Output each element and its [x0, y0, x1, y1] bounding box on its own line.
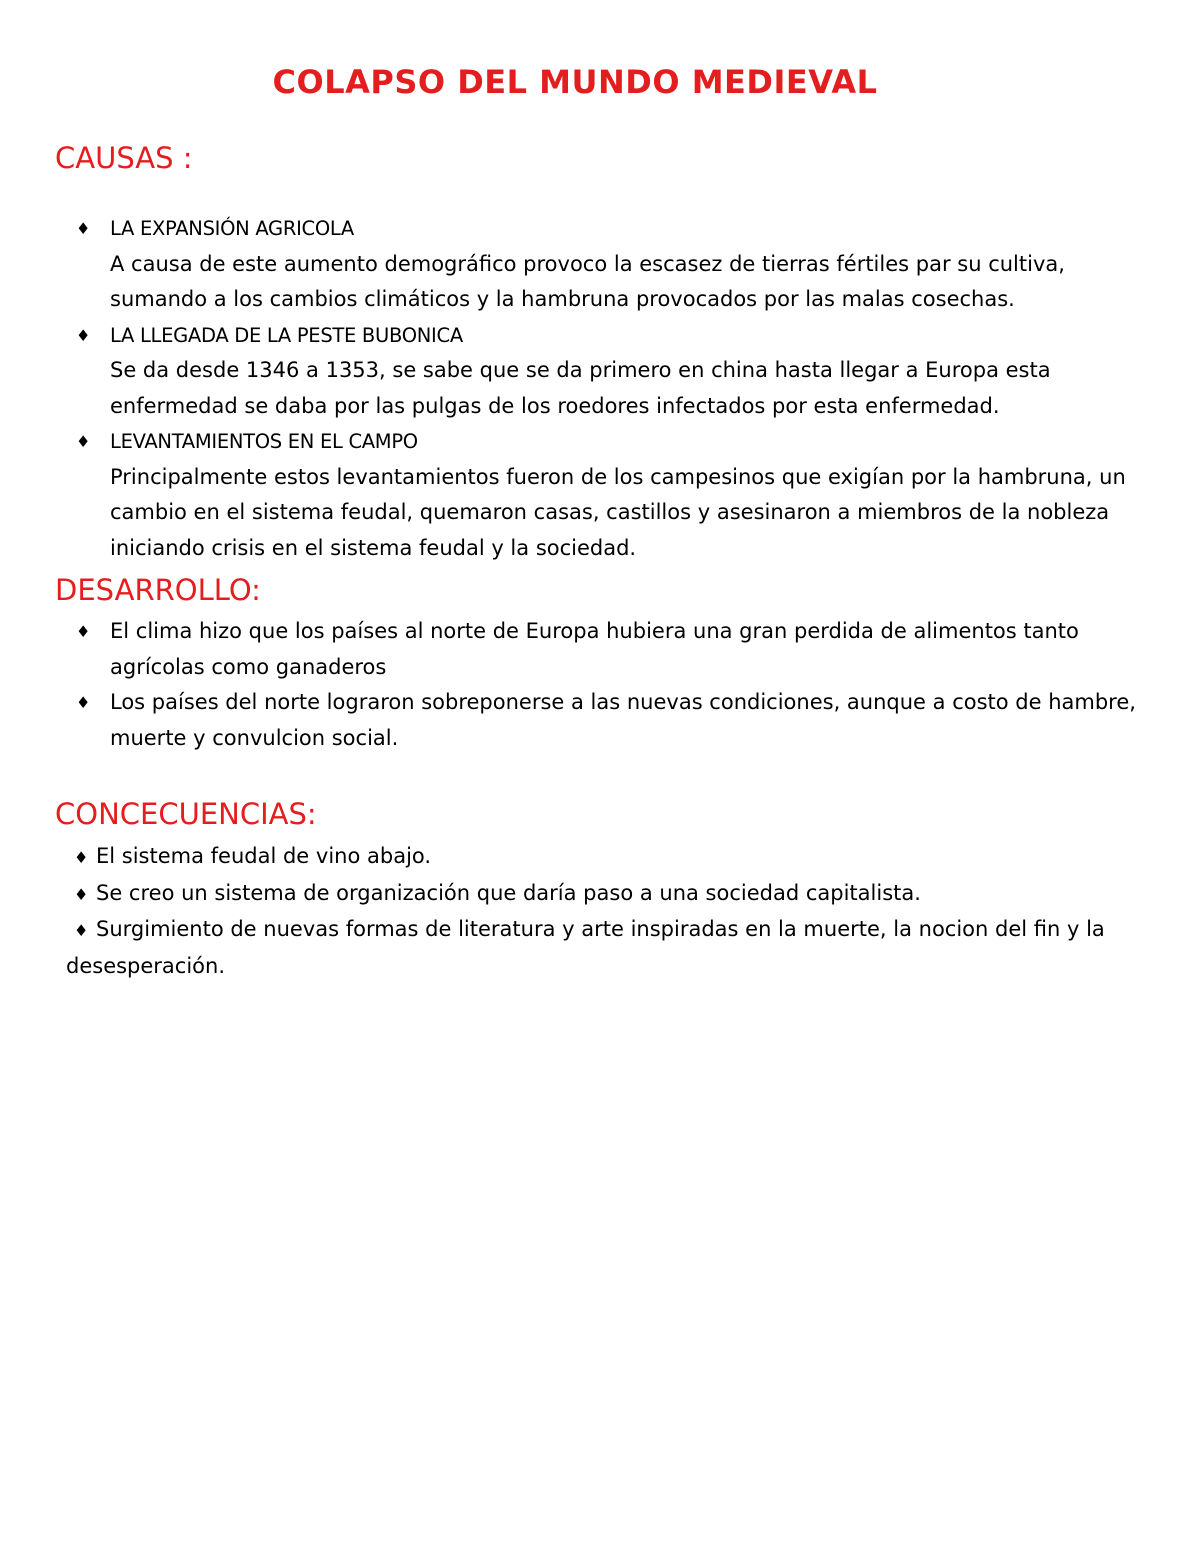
item-body: A causa de este aumento demográfico provoco la escasez de tierras fértiles par su cultiva, sumando a los cambios climáticos y la hambruna provocados por las malas cosechas.: [110, 251, 1065, 311]
item-body: Los países del norte lograron sobreponerse a las nuevas condiciones, aunque a costo de hambre, muerte y convulcion social.: [110, 690, 1136, 750]
list-item: [0, 685, 1200, 756]
item-body: Principalmente estos levantamientos fueron de los campesinos que exigían por la hambruna, un cambio en el sistema feudal, quemaron casas, castillos y asesinaron a miembros de la nobleza iniciando crisis en el sistema feudal y la sociedad.: [110, 464, 1126, 560]
list-item: [0, 211, 1200, 318]
item-body: Surgimiento de nuevas formas de literatura y arte inspiradas en la muerte, la nocion del fin y la desesperación.: [66, 917, 1105, 978]
item-title: LA EXPANSIÓN AGRICOLA: [110, 217, 354, 240]
consecuencias-list: [66, 839, 1126, 984]
item-body: El clima hizo que los países al norte de Europa hubiera una gran perdida de alimentos tanto agrícolas como ganaderos: [110, 619, 1079, 679]
diamond-bullet-icon: ♦: [74, 921, 89, 940]
section-heading-causas: CAUSAS :: [55, 141, 193, 175]
diamond-bullet-icon: ♦: [76, 219, 91, 238]
list-item: [0, 424, 1200, 566]
item-title: LEVANTAMIENTOS EN EL CAMPO: [110, 430, 418, 453]
diamond-bullet-icon: ♦: [76, 622, 91, 641]
diamond-bullet-icon: ♦: [74, 848, 89, 867]
item-body: Se da desde 1346 a 1353, se sabe que se da primero en china hasta llegar a Europa esta enfermedad se daba por las pulgas de los roedores infectados por esta enfermedad.: [110, 358, 1051, 418]
section-heading-consecuencias: CONCECUENCIAS:: [55, 797, 317, 831]
diamond-bullet-icon: ♦: [74, 884, 89, 904]
causas-list: [0, 211, 1200, 566]
diamond-bullet-icon: ♦: [76, 325, 91, 345]
list-item: [66, 912, 1126, 984]
list-item: [0, 614, 1200, 685]
item-body: El sistema feudal de vino abajo.: [96, 844, 432, 868]
item-title: LA LLEGADA DE LA PESTE BUBONICA: [110, 323, 463, 347]
list-item: [66, 876, 1126, 913]
page-title: COLAPSO DEL MUNDO MEDIEVAL: [272, 63, 878, 101]
diamond-bullet-icon: ♦: [76, 432, 91, 451]
diamond-bullet-icon: ♦: [76, 693, 91, 712]
desarrollo-list: [0, 614, 1200, 756]
list-item: [66, 839, 1126, 876]
item-body: Se creo un sistema de organización que daría paso a una sociedad capitalista.: [96, 880, 921, 905]
section-heading-desarrollo: DESARROLLO:: [55, 573, 261, 607]
list-item: [0, 318, 1200, 425]
